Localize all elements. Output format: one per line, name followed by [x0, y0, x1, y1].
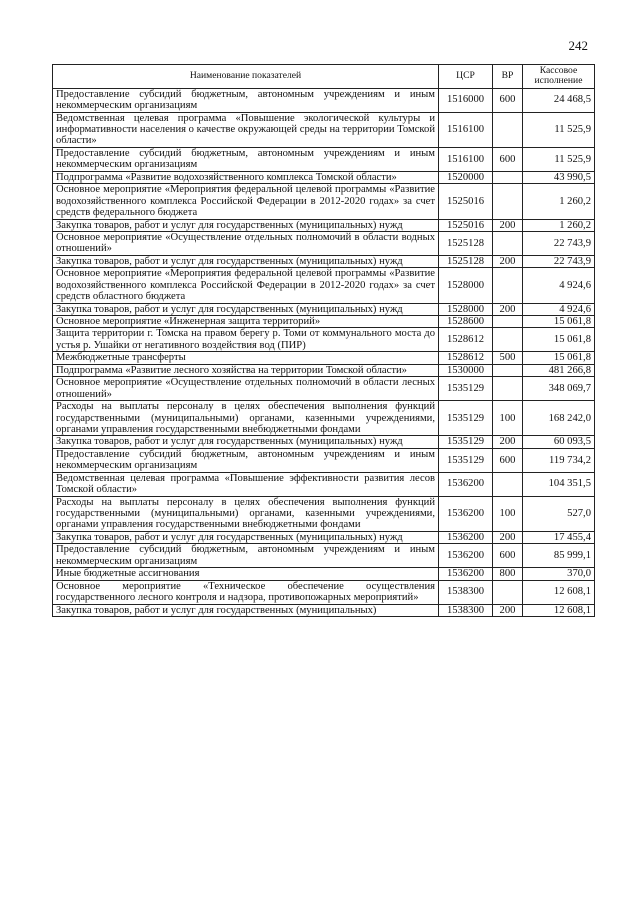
cell-name: Закупка товаров, работ и услуг для государственных (муниципальных) нужд: [53, 219, 439, 231]
cell-csr: 1535129: [439, 401, 493, 436]
table-row: [53, 377, 595, 401]
cell-csr: 1538300: [439, 604, 493, 616]
table-row: [53, 352, 595, 364]
cell-name: Подпрограмма «Развитие водохозяйственного комплекса Томской области»: [53, 171, 439, 183]
cell-exec: 168 242,0: [523, 401, 595, 436]
cell-exec: 12 608,1: [523, 604, 595, 616]
cell-vr: 600: [493, 544, 523, 568]
cell-vr: [493, 328, 523, 352]
cell-name: Межбюджетные трансферты: [53, 352, 439, 364]
table-row: [53, 171, 595, 183]
cell-csr: 1516100: [439, 147, 493, 171]
cell-vr: [493, 316, 523, 328]
cell-csr: 1538300: [439, 580, 493, 604]
cell-csr: 1528612: [439, 328, 493, 352]
table-row: [53, 568, 595, 580]
cell-vr: 200: [493, 604, 523, 616]
cell-csr: 1535129: [439, 436, 493, 448]
cell-exec: 17 455,4: [523, 531, 595, 543]
table-row: [53, 580, 595, 604]
cell-exec: 104 351,5: [523, 472, 595, 496]
cell-csr: 1516000: [439, 88, 493, 112]
cell-name: Закупка товаров, работ и услуг для государственных (муниципальных) нужд: [53, 531, 439, 543]
cell-csr: 1535129: [439, 448, 493, 472]
cell-name: Предоставление субсидий бюджетным, автономным учреждениям и иным некоммерческим организациям: [53, 88, 439, 112]
cell-csr: 1536200: [439, 472, 493, 496]
cell-csr: 1516100: [439, 112, 493, 147]
cell-csr: 1525016: [439, 184, 493, 219]
cell-exec: 22 743,9: [523, 231, 595, 255]
cell-name: Основное мероприятие «Техническое обеспечение осуществления государственного лесного контроля и надзора, противопожарных мероприятий»: [53, 580, 439, 604]
cell-vr: 800: [493, 568, 523, 580]
cell-name: Основное мероприятие «Осуществление отдельных полномочий в области лесных отношений»: [53, 377, 439, 401]
table-row: [53, 219, 595, 231]
cell-name: Подпрограмма «Развитие лесного хозяйства на территории Томской области»: [53, 364, 439, 376]
cell-exec: 12 608,1: [523, 580, 595, 604]
cell-vr: [493, 171, 523, 183]
page-number: 242: [568, 38, 588, 53]
cell-name: Закупка товаров, работ и услуг для государственных (муниципальных) нужд: [53, 436, 439, 448]
cell-csr: 1525128: [439, 231, 493, 255]
cell-name: Закупка товаров, работ и услуг для государственных (муниципальных) нужд: [53, 255, 439, 267]
cell-exec: 15 061,8: [523, 316, 595, 328]
table-row: [53, 255, 595, 267]
cell-exec: 1 260,2: [523, 184, 595, 219]
cell-vr: [493, 268, 523, 303]
cell-exec: 481 266,8: [523, 364, 595, 376]
cell-vr: [493, 112, 523, 147]
cell-vr: [493, 231, 523, 255]
cell-csr: 1528600: [439, 316, 493, 328]
table-body: [53, 88, 595, 616]
header-exec: Кассовое исполнение: [523, 65, 595, 89]
cell-exec: 43 990,5: [523, 171, 595, 183]
cell-exec: 4 924,6: [523, 303, 595, 315]
cell-csr: 1536200: [439, 544, 493, 568]
cell-exec: 60 093,5: [523, 436, 595, 448]
cell-exec: 119 734,2: [523, 448, 595, 472]
table-row: [53, 364, 595, 376]
budget-execution-table: [52, 64, 595, 617]
cell-name: Защита территории г. Томска на правом берегу р. Томи от коммунального моста до устья р. Ушайки от негативного воздействия вод (ПИР): [53, 328, 439, 352]
cell-name: Расходы на выплаты персоналу в целях обеспечения выполнения функций государственными (муниципальными) органами, казенными учреждениями, органами управления государственными внебюджетными фондами: [53, 496, 439, 531]
cell-name: Закупка товаров, работ и услуг для государственных (муниципальных) нужд: [53, 303, 439, 315]
cell-vr: 600: [493, 147, 523, 171]
cell-name: Основное мероприятие «Мероприятия федеральной целевой программы «Развитие водохозяйственного комплекса Российской Федерации в 2012-2020 годах» за счет средств областного бюджета: [53, 268, 439, 303]
cell-csr: 1536200: [439, 568, 493, 580]
table-row: [53, 472, 595, 496]
cell-vr: [493, 580, 523, 604]
cell-name: Основное мероприятие «Мероприятия федеральной целевой программы «Развитие водохозяйственного комплекса Российской Федерации в 2012-2020 годах» за счет средств федерального бюджета: [53, 184, 439, 219]
table-row: [53, 496, 595, 531]
table-row: [53, 531, 595, 543]
table-row: [53, 436, 595, 448]
cell-exec: 1 260,2: [523, 219, 595, 231]
cell-vr: 500: [493, 352, 523, 364]
cell-vr: 200: [493, 255, 523, 267]
cell-vr: 200: [493, 219, 523, 231]
table-row: [53, 401, 595, 436]
cell-vr: 600: [493, 88, 523, 112]
cell-name: Предоставление субсидий бюджетным, автономным учреждениям и иным некоммерческим организациям: [53, 544, 439, 568]
cell-exec: 4 924,6: [523, 268, 595, 303]
table-row: [53, 147, 595, 171]
table-row: [53, 316, 595, 328]
cell-csr: 1535129: [439, 377, 493, 401]
cell-vr: 200: [493, 436, 523, 448]
cell-csr: 1528000: [439, 268, 493, 303]
cell-vr: 100: [493, 496, 523, 531]
cell-name: Основное мероприятие «Инженерная защита территорий»: [53, 316, 439, 328]
cell-vr: 200: [493, 531, 523, 543]
cell-name: Иные бюджетные ассигнования: [53, 568, 439, 580]
cell-vr: [493, 184, 523, 219]
cell-vr: [493, 364, 523, 376]
cell-name: Предоставление субсидий бюджетным, автономным учреждениям и иным некоммерческим организациям: [53, 147, 439, 171]
cell-exec: 11 525,9: [523, 112, 595, 147]
cell-exec: 370,0: [523, 568, 595, 580]
cell-exec: 527,0: [523, 496, 595, 531]
cell-exec: 11 525,9: [523, 147, 595, 171]
table-row: [53, 112, 595, 147]
cell-name: Предоставление субсидий бюджетным, автономным учреждениям и иным некоммерческим организациям: [53, 448, 439, 472]
cell-name: Основное мероприятие «Осуществление отдельных полномочий в области водных отношений»: [53, 231, 439, 255]
cell-exec: 15 061,8: [523, 328, 595, 352]
cell-vr: [493, 472, 523, 496]
cell-exec: 348 069,7: [523, 377, 595, 401]
table-row: [53, 88, 595, 112]
cell-csr: 1528000: [439, 303, 493, 315]
cell-exec: 15 061,8: [523, 352, 595, 364]
cell-exec: 22 743,9: [523, 255, 595, 267]
cell-csr: 1525016: [439, 219, 493, 231]
cell-vr: [493, 377, 523, 401]
cell-exec: 85 999,1: [523, 544, 595, 568]
cell-exec: 24 468,5: [523, 88, 595, 112]
cell-csr: 1530000: [439, 364, 493, 376]
cell-name: Ведомственная целевая программа «Повышение экологической культуры и информативности населения о качестве окружающей среды на территории Томской области»: [53, 112, 439, 147]
cell-name: Ведомственная целевая программа «Повышение эффективности развития лесов Томской области»: [53, 472, 439, 496]
cell-vr: 100: [493, 401, 523, 436]
cell-csr: 1528612: [439, 352, 493, 364]
cell-csr: 1536200: [439, 496, 493, 531]
table-header-row: [53, 65, 595, 89]
table-row: [53, 184, 595, 219]
table-row: [53, 303, 595, 315]
table-row: [53, 328, 595, 352]
table-row: [53, 604, 595, 616]
table-row: [53, 448, 595, 472]
table-row: [53, 544, 595, 568]
cell-name: Расходы на выплаты персоналу в целях обеспечения выполнения функций государственными (муниципальными) органами, казенными учреждениями, органами управления государственными внебюджетными фондами: [53, 401, 439, 436]
table-row: [53, 231, 595, 255]
header-csr: ЦСР: [439, 65, 493, 89]
cell-csr: 1520000: [439, 171, 493, 183]
cell-vr: 600: [493, 448, 523, 472]
cell-name: Закупка товаров, работ и услуг для государственных (муниципальных): [53, 604, 439, 616]
cell-vr: 200: [493, 303, 523, 315]
cell-csr: 1536200: [439, 531, 493, 543]
table-row: [53, 268, 595, 303]
header-name: Наименование показателей: [53, 65, 439, 89]
header-vr: ВР: [493, 65, 523, 89]
cell-csr: 1525128: [439, 255, 493, 267]
